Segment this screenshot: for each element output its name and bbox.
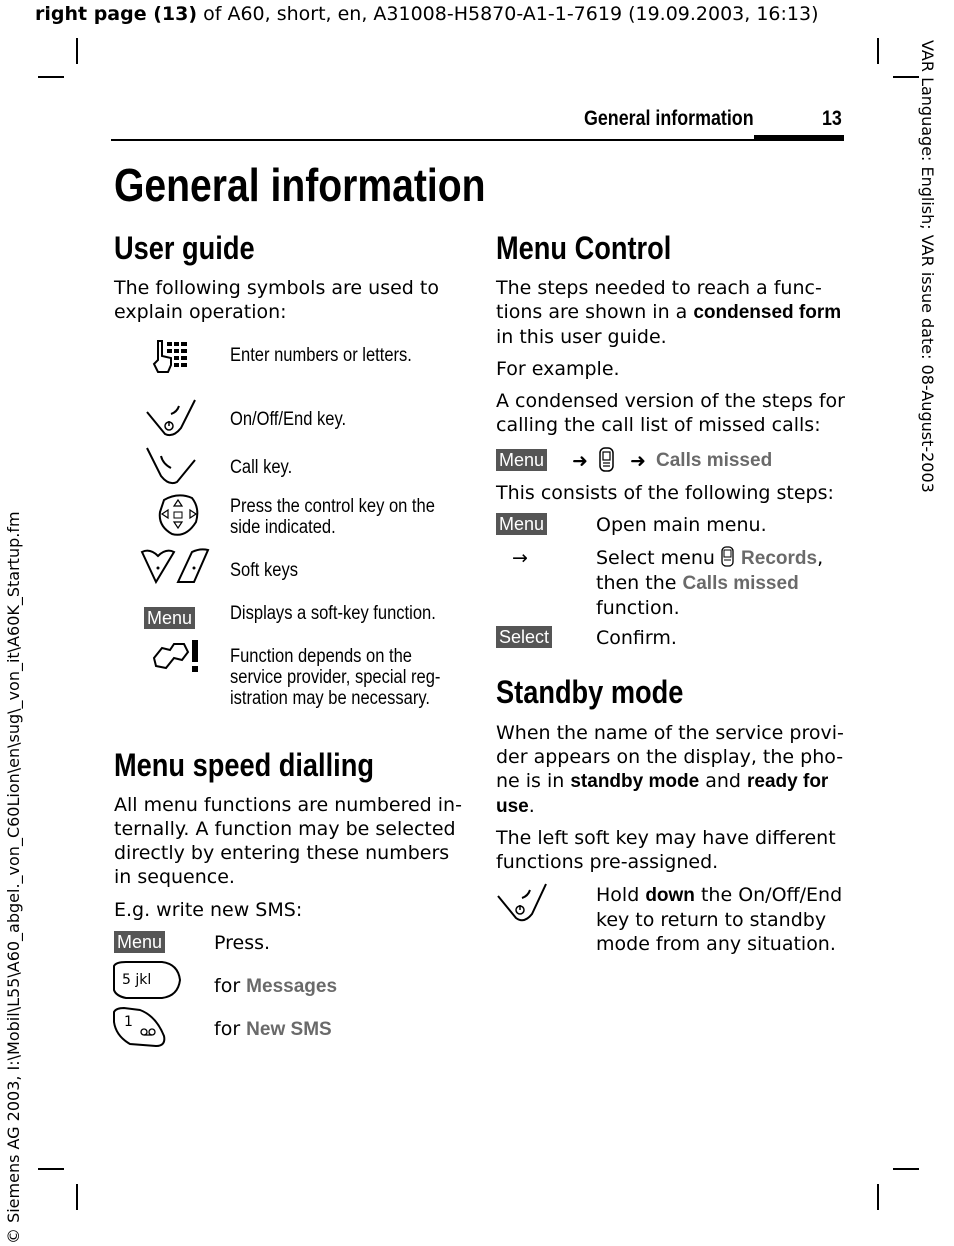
running-head-rule-thick — [754, 135, 844, 141]
page-label: right page (13) — [35, 3, 198, 25]
call-key-icon — [143, 444, 199, 486]
soft-keys-icon — [140, 546, 212, 586]
symbol-text-call-key: Call key. — [230, 457, 293, 478]
print-header — [35, 3, 819, 25]
crop-mark — [893, 76, 919, 78]
symbol-text-line: service provider, special reg- — [230, 667, 441, 688]
text-line: A condensed version of the steps for — [496, 390, 845, 412]
text-span: then the — [596, 572, 677, 594]
text-span: Select menu — [596, 547, 715, 569]
text-line — [496, 300, 846, 325]
keypad-icon — [152, 338, 192, 376]
menu-item-new-sms: New SMS — [246, 1019, 332, 1040]
menu-speed-heading: Menu speed dialling — [114, 747, 374, 783]
crop-mark — [877, 38, 879, 64]
crop-mark — [38, 76, 64, 78]
bold-term: use — [496, 796, 529, 817]
text-line: All menu functions are numbered in- — [114, 794, 462, 816]
side-text-left: © Siemens AG 2003, I:\Mobil\L55\A60_abgel._von_C60Lion\en\sug\_von_it\A60K_Startup.fm — [4, 511, 23, 1244]
text-line — [596, 571, 836, 596]
phonebook-icon — [721, 546, 735, 568]
user-guide-intro: The following symbols are used to explain operation: — [114, 277, 439, 323]
step-text-press: Press. — [214, 932, 271, 954]
running-head-page-number: 13 — [822, 107, 842, 130]
arrow-icon: ➜ — [630, 450, 646, 472]
crop-mark — [877, 1184, 879, 1210]
menu-control-steps-intro: This consists of the following steps: — [496, 482, 834, 504]
step-text-messages — [214, 974, 337, 999]
menu-softkey-label: Menu — [496, 513, 547, 535]
symbol-text-provider — [230, 646, 440, 709]
text-line — [596, 883, 846, 908]
crop-mark — [38, 1168, 64, 1170]
menu-softkey-label: Menu — [496, 449, 547, 471]
menu-speed-paragraph — [114, 793, 464, 889]
menu-item-messages: Messages — [246, 976, 338, 997]
standby-softkey-note — [496, 826, 836, 874]
standby-heading: Standby mode — [496, 674, 684, 710]
symbol-text-line: side indicated. — [230, 517, 336, 538]
menu-control-heading: Menu Control — [496, 230, 672, 266]
end-key-icon — [494, 880, 550, 924]
standby-paragraph — [496, 721, 846, 819]
arrow-icon: ➜ — [572, 450, 588, 472]
symbol-text-keypad: Enter numbers or letters. — [230, 345, 412, 366]
arrow-icon: → — [512, 547, 528, 569]
text-line: key to return to standby — [596, 909, 827, 931]
text-span: tions are shown in a — [496, 301, 688, 323]
text-span: ne is in — [496, 770, 565, 792]
step-prefix: for — [214, 1018, 241, 1040]
step-text-select-menu — [596, 546, 836, 620]
text-line: mode from any situation. — [596, 933, 836, 955]
bold-term: ready for — [747, 771, 829, 792]
symbol-text-soft-keys: Soft keys — [230, 560, 298, 581]
text-span: Hold — [596, 884, 640, 906]
crop-mark — [893, 1168, 919, 1170]
control-key-icon — [156, 492, 202, 538]
menu-item-calls-missed: Calls missed — [656, 450, 773, 471]
step-text-open-menu: Open main menu. — [596, 514, 767, 536]
symbol-text-control-key — [230, 496, 435, 538]
text-line: ternally. A function may be selected — [114, 818, 456, 840]
running-head-rule — [111, 139, 844, 141]
step-text-confirm: Confirm. — [596, 627, 677, 649]
symbol-text-line: istration may be necessary. — [230, 688, 430, 709]
text-line: calling the call list of missed calls: — [496, 414, 821, 436]
phonebook-icon — [598, 446, 616, 474]
symbol-text-line: Press the control key on the — [230, 496, 435, 517]
text-line: der appears on the display, the pho- — [496, 746, 844, 768]
menu-control-for-example: For example. — [496, 358, 620, 380]
bold-term: condensed form — [693, 302, 842, 323]
text-line: in this user guide. — [496, 326, 667, 348]
menu-softkey-label: Menu — [144, 607, 195, 629]
text-span: the On/Off/End — [700, 884, 843, 906]
standby-hold-text — [596, 883, 846, 956]
symbol-text-end-key: On/Off/End key. — [230, 409, 347, 430]
select-softkey-label: Select — [496, 626, 552, 648]
text-line: The steps needed to reach a func- — [496, 277, 822, 299]
text-line: use. — [496, 795, 535, 817]
menu-item-records: Records — [741, 548, 818, 569]
key-5-icon — [112, 960, 184, 1000]
provider-warning-icon — [150, 638, 204, 674]
symbol-text-line: Function depends on the — [230, 646, 412, 667]
menu-control-condensed-desc — [496, 389, 845, 437]
text-line: functions pre-assigned. — [496, 851, 719, 873]
user-guide-heading: User guide — [114, 230, 255, 266]
text-line: The left soft key may have different — [496, 827, 836, 849]
menu-item-calls-missed: Calls missed — [682, 573, 799, 594]
key-label: 5 jkl — [122, 972, 152, 988]
crop-mark — [76, 1184, 78, 1210]
crop-mark — [76, 38, 78, 64]
text-line: directly by entering these numbers — [114, 842, 450, 864]
step-text-new-sms — [214, 1017, 332, 1042]
menu-speed-example: E.g. write new SMS: — [114, 899, 303, 921]
text-line: function. — [596, 597, 680, 619]
page-title: General information — [114, 159, 486, 211]
menu-softkey-label: Menu — [114, 931, 165, 953]
doc-info: of A60, short, en, A31008-H5870-A1-1-7619 (19.09.2003, 16:13) — [203, 3, 819, 25]
text-span: and — [705, 770, 741, 792]
running-head-title: General information — [584, 107, 754, 130]
bold-term: down — [645, 885, 695, 906]
menu-control-paragraph — [496, 276, 846, 349]
bold-term: standby mode — [570, 771, 700, 792]
end-key-icon — [143, 396, 199, 438]
key-1-icon — [112, 1006, 168, 1048]
key-label: 1 — [124, 1014, 133, 1030]
step-prefix: for — [214, 975, 241, 997]
symbol-text-softkey-function: Displays a soft-key function. — [230, 603, 436, 624]
text-line: Select menu Records, — [596, 547, 824, 569]
side-text-right: VAR Language: English; VAR issue date: 08-August-2003 — [918, 40, 937, 493]
text-line — [496, 769, 846, 794]
text-line: When the name of the service provi- — [496, 722, 844, 744]
text-line: in sequence. — [114, 866, 235, 888]
